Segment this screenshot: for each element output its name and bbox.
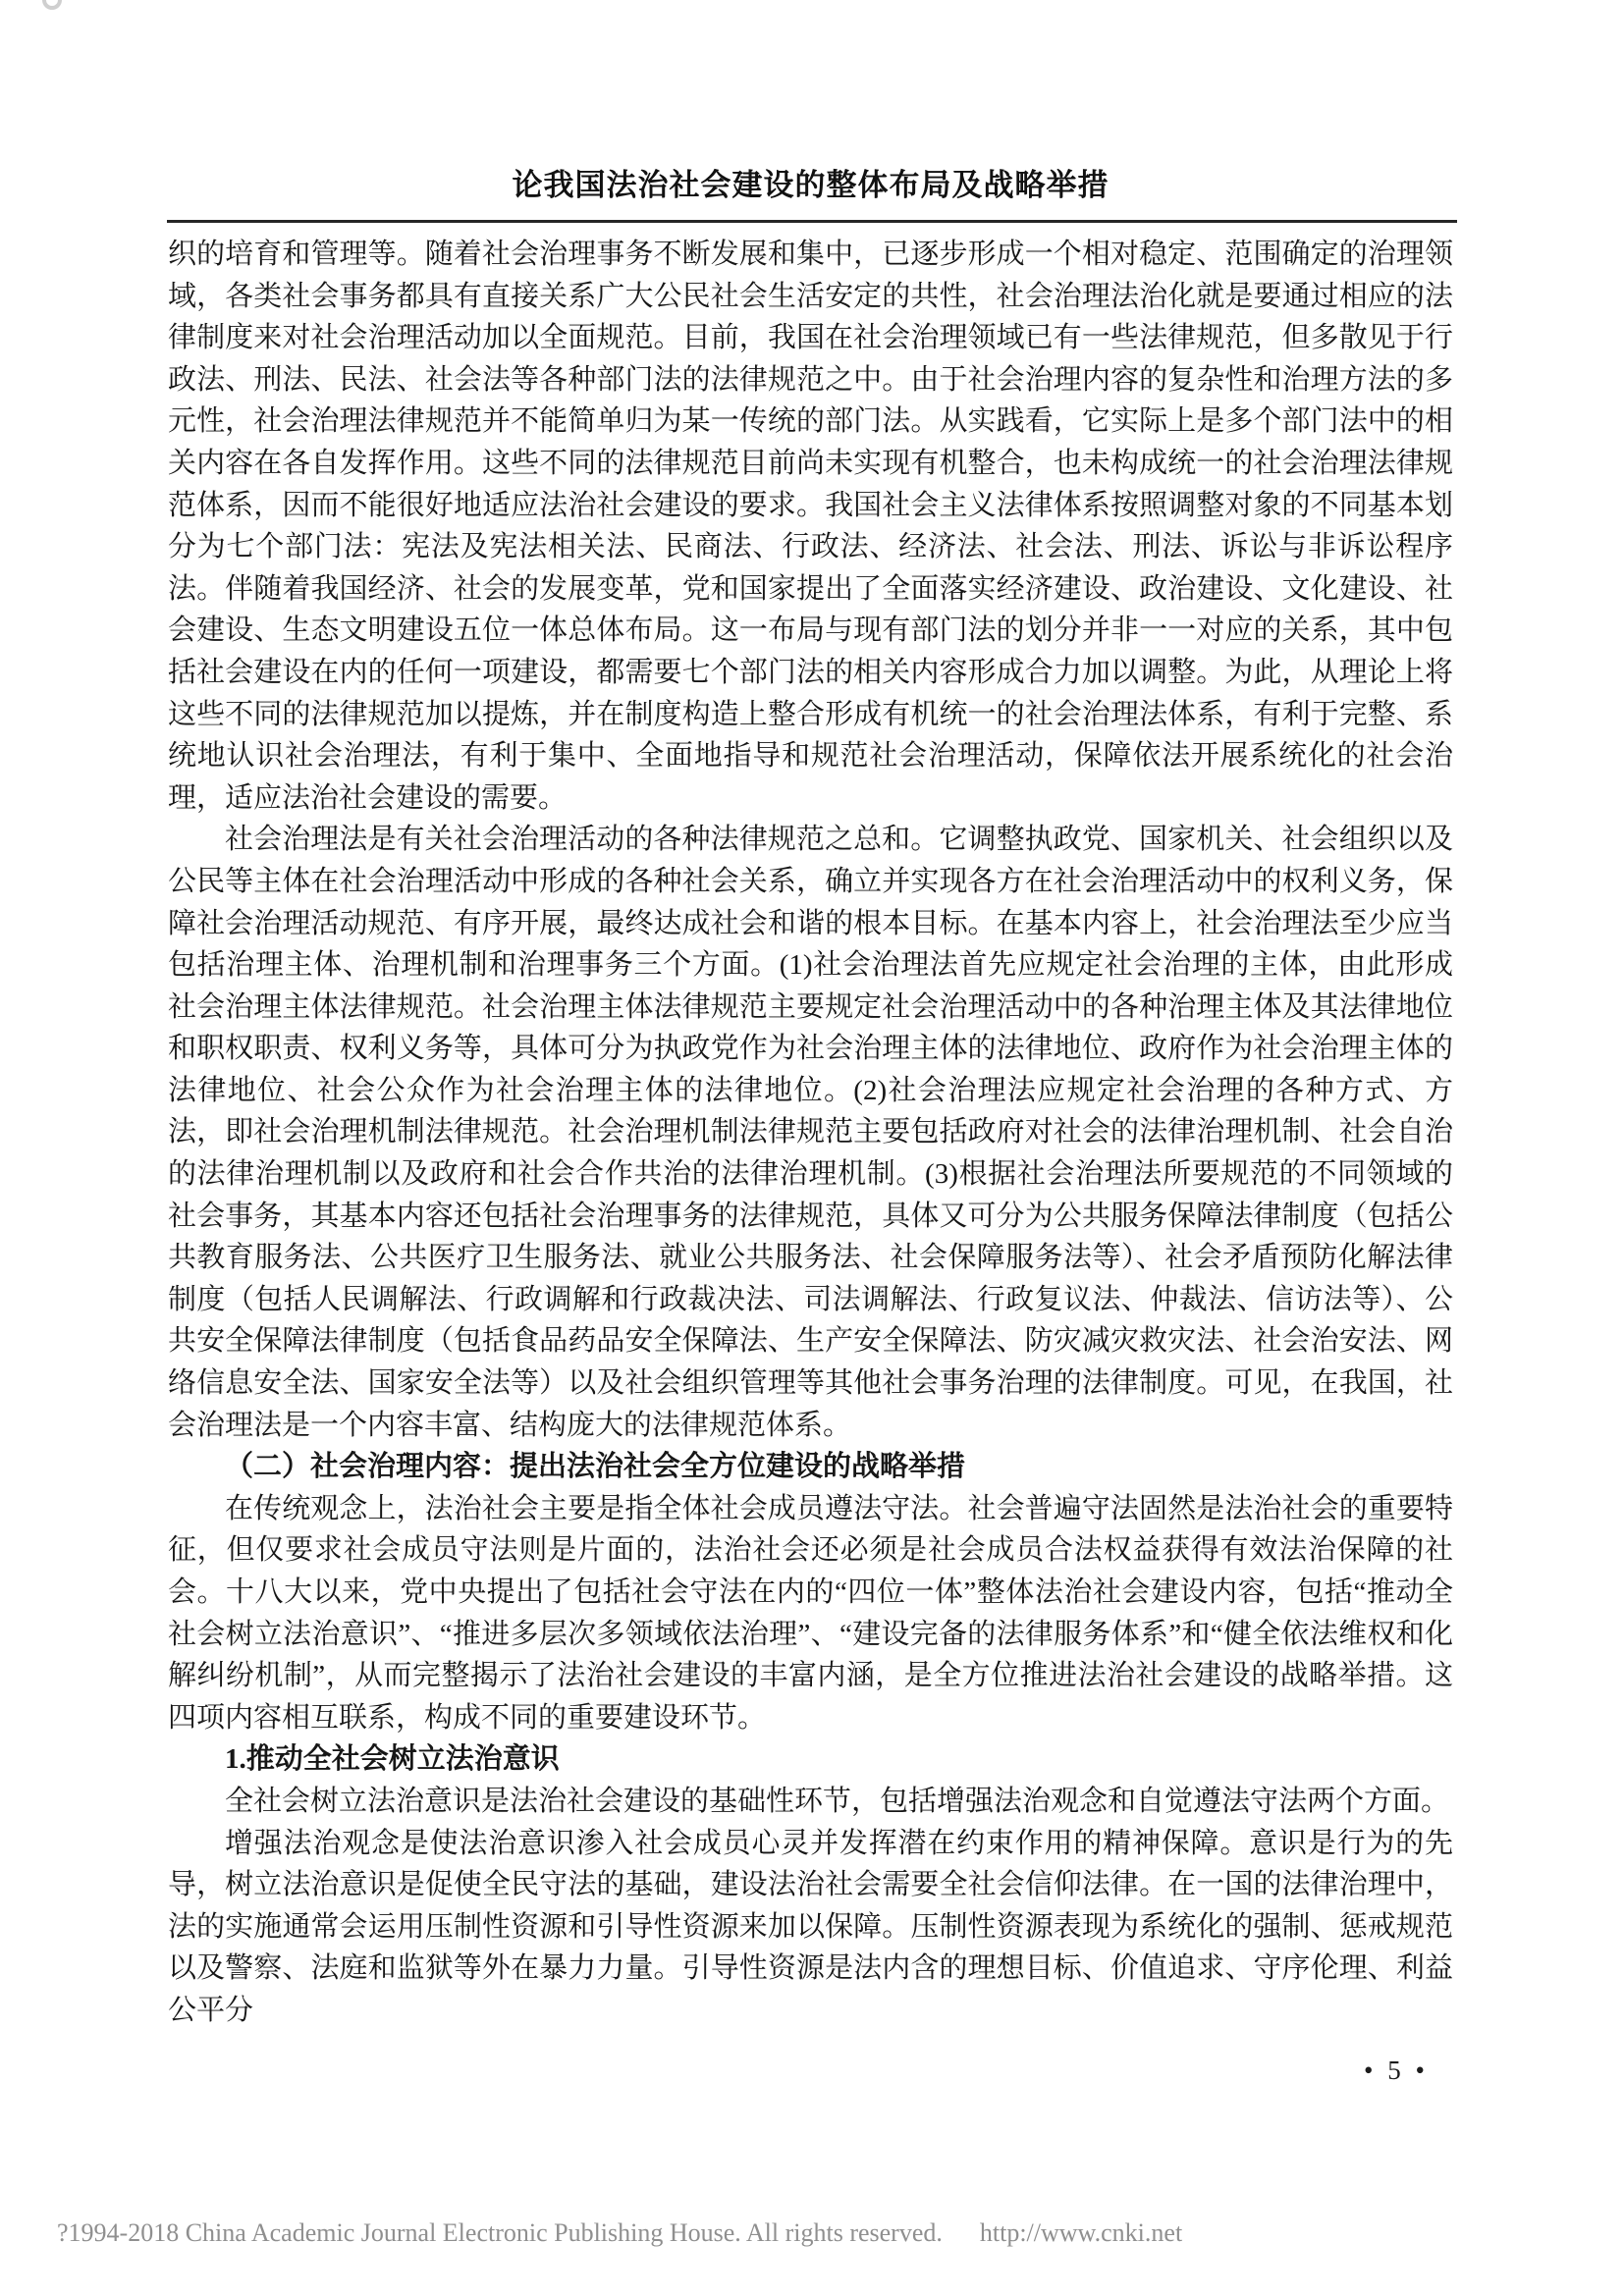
paragraph-continued: 织的培育和管理等。随着社会治理事务不断发展和集中，已逐步形成一个相对稳定、范围确定的治理领域，各类社会事务都具有直接关系广大公民社会生活安定的共性，社会治理法治化就是要通过相应的法律制度来对社会治理活动加以全面规范。目前，我国在社会治理领域已有一些法律规范，但多散见于行政法、刑法、民法、社会法等各种部门法的法律规范之中。由于社会治理内容的复杂性和治理方法的多元性，社会治理法律规范并不能简单归为某一传统的部门法。从实践看，它实际上是多个部门法中的相关内容在各自发挥作用。这些不同的法律规范目前尚未实现有机整合，也未构成统一的社会治理法律规范体系，因而不能很好地适应法治社会建设的要求。我国社会主义法律体系按照调整对象的不同基本划分为七个部门法：宪法及宪法相关法、民商法、行政法、经济法、社会法、刑法、诉讼与非诉讼程序法。伴随着我国经济、社会的发展变革，党和国家提出了全面落实经济建设、政治建设、文化建设、社会建设、生态文明建设五位一体总体布局。这一布局与现有部门法的划分并非一一对应的关系，其中包括社会建设在内的任何一项建设，都需要七个部门法的相关内容形成合力加以调整。为此，从理论上将这些不同的法律规范加以提炼，并在制度构造上整合形成有机统一的社会治理法体系，有利于完整、系统地认识社会治理法，有利于集中、全面地指导和规范社会治理活动，保障依法开展系统化的社会治理，适应法治社会建设的需要。: [168, 239, 1453, 814]
paragraph: 社会治理法是有关社会治理活动的各种法律规范之总和。它调整执政党、国家机关、社会组织以及公民等主体在社会治理活动中形成的各种社会关系，确立并实现各方在社会治理活动中的权利义务，保障社会治理活动规范、有序开展，最终达成社会和谐的根本目标。在基本内容上，社会治理法至少应当包括治理主体、治理机制和治理事务三个方面。(1)社会治理法首先应规定社会治理的主体，由此形成社会治理主体法律规范。社会治理主体法律规范主要规定社会治理活动中的各种治理主体及其法律地位和职权职责、权利义务等，具体可分为执政党作为社会治理主体的法律地位、政府作为社会治理主体的法律地位、社会公众作为社会治理主体的法律地位。(2)社会治理法应规定社会治理的各种方式、方法，即社会治理机制法律规范。社会治理机制法律规范主要包括政府对社会的法律治理机制、社会自治的法律治理机制以及政府和社会合作共治的法律治理机制。(3)根据社会治理法所要规范的不同领域的社会事务，其基本内容还包括社会治理事务的法律规范，具体又可分为公共服务保障法律制度（包括公共教育服务法、公共医疗卫生服务法、就业公共服务法、社会保障服务法等）、社会矛盾预防化解法律制度（包括人民调解法、行政调解和行政裁决法、司法调解法、行政复议法、仲裁法、信访法等）、公共安全保障法律制度（包括食品药品安全保障法、生产安全保障法、防灾减灾救灾法、社会治安法、网络信息安全法、国家安全法等）以及社会组织管理等其他社会事务治理的法律制度。可见，在我国，社会治理法是一个内容丰富、结构庞大的法律规范体系。: [168, 824, 1453, 1441]
scan-artifact: [42, 0, 62, 10]
copyright-footer: [57, 2218, 1569, 2248]
article-title: 论我国法治社会建设的整体布局及战略举措: [512, 168, 1110, 202]
subsection-heading: 1.推动全社会树立法治意识: [225, 1743, 560, 1776]
paragraph: 增强法治观念是使法治意识渗入社会成员心灵并发挥潜在约束作用的精神保障。意识是行为的先导，树立法治意识是促使全民守法的基础，建设法治社会需要全社会信仰法律。在一国的法律治理中，法的实施通常会运用压制性资源和引导性资源来加以保障。压制性资源表现为系统化的强制、惩戒规范以及警察、法庭和监狱等外在暴力力量。引导性资源是法内含的理想目标、价值追求、守序伦理、利益公平分: [168, 1827, 1453, 2026]
section-heading: （二）社会治理内容：提出法治社会全方位建设的战略举措: [225, 1451, 966, 1483]
article-body: [168, 234, 1453, 2032]
copyright-text: ?1994-2018 China Academic Journal Electronic Publishing House. All rights reserved.: [57, 2218, 943, 2247]
title-divider: [167, 220, 1457, 223]
page-number: • 5 •: [1364, 2056, 1429, 2085]
paragraph: 全社会树立法治意识是法治社会建设的基础性环节，包括增强法治观念和自觉遵法守法两个方面。: [225, 1785, 1450, 1817]
cnki-url: http://www.cnki.net: [979, 2218, 1183, 2247]
paragraph: 在传统观念上，法治社会主要是指全体社会成员遵法守法。社会普遍守法固然是法治社会的重要特征，但仅要求社会成员守法则是片面的，法治社会还必须是社会成员合法权益获得有效法治保障的社会。十八大以来，党中央提出了包括社会守法在内的“四位一体”整体法治社会建设内容，包括“推动全社会树立法治意识”、“推进多层次多领域依法治理”、“建设完备的法律服务体系”和“健全依法维权和化解纠纷机制”，从而完整揭示了法治社会建设的丰富内涵，是全方位推进法治社会建设的战略举措。这四项内容相互联系，构成不同的重要建设环节。: [168, 1492, 1453, 1734]
